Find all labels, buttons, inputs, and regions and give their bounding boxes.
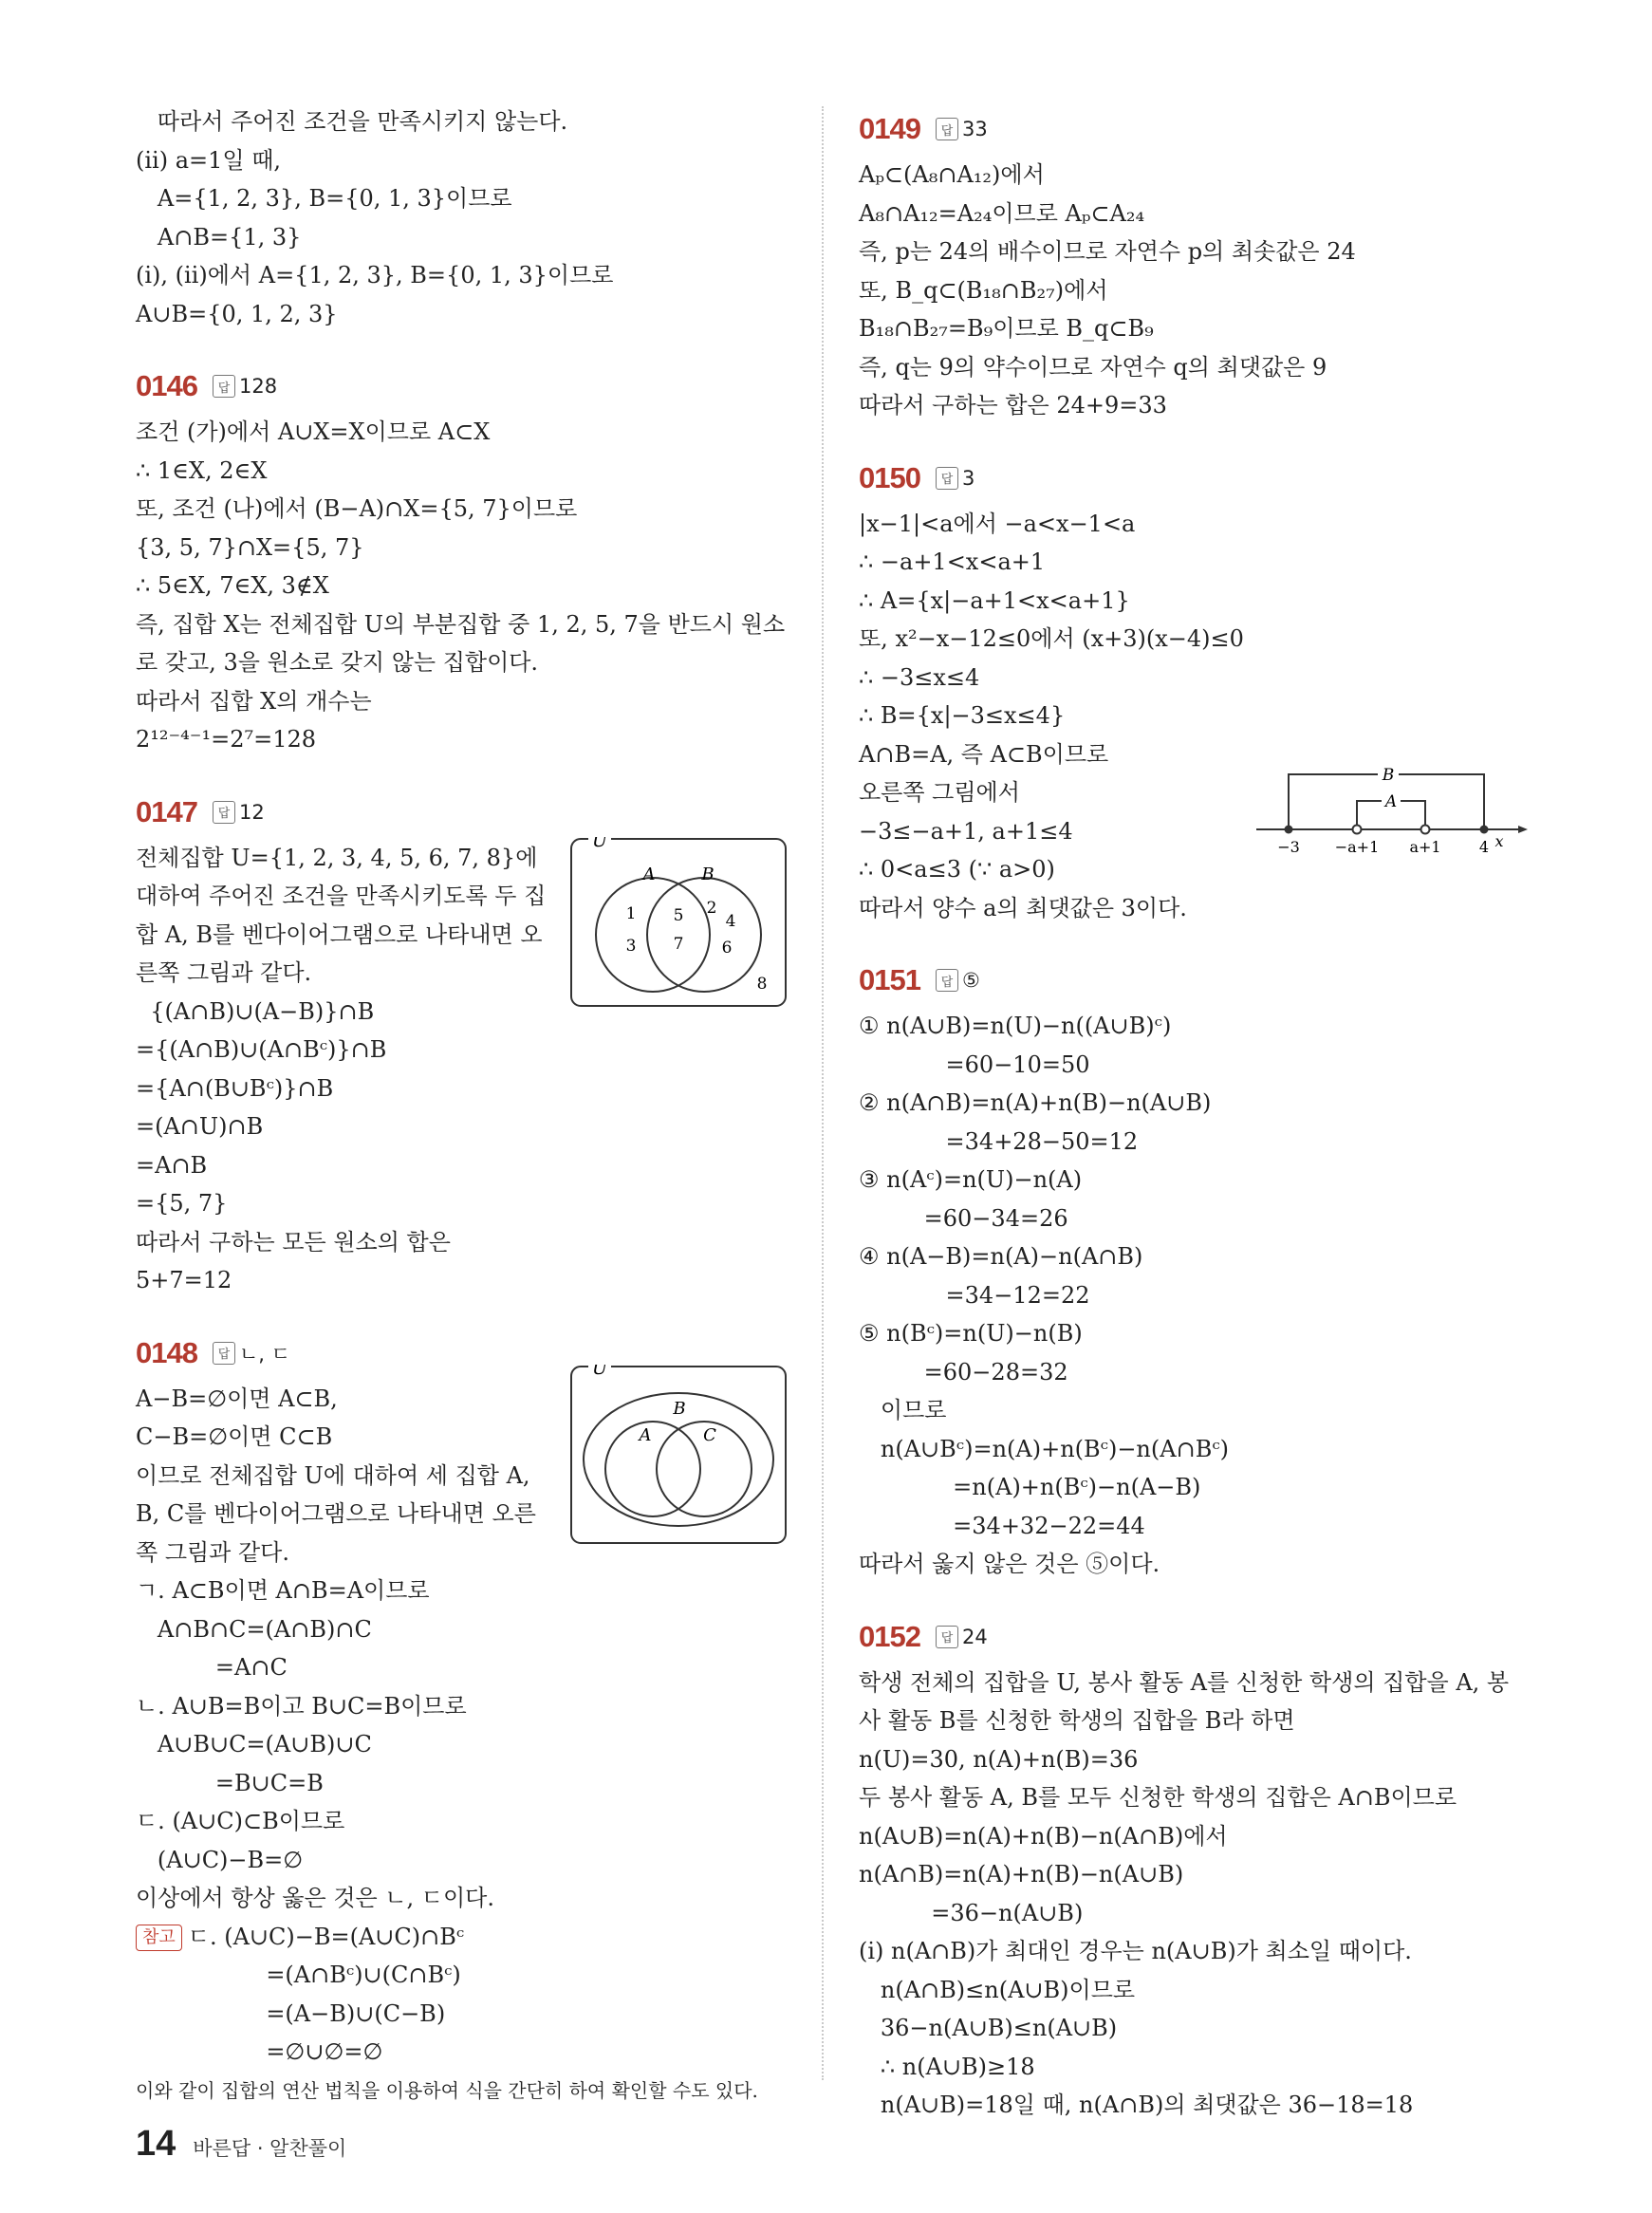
text-line: (ⅱ) a=1일 때, [136,146,282,174]
text-line: ={5, 7} [136,1190,228,1217]
problem-header [136,786,800,839]
text-line: 따라서 구하는 모든 원소의 합은 [136,1228,451,1255]
text-line: A∩B=A, 즉 A⊂B이므로 [859,740,1109,768]
text-line: =60−10=50 [859,1051,1090,1078]
note-badge: 참고 [136,1925,182,1951]
x-axis-arrow [1518,826,1528,833]
text-line: n(A∪Bᶜ)=n(A)+n(Bᶜ)−n(A∩Bᶜ) [859,1435,1229,1462]
tick-neg3: −3 [1277,838,1300,856]
text-line: =60−34=26 [859,1204,1068,1232]
number-line-0150 [1251,759,1535,867]
text-line: =n(A)+n(Bᶜ)−n(A−B) [859,1474,1201,1500]
text-line: 오른쪽 그림에서 [859,779,1020,806]
venn-diagram-0148 [569,1365,788,1549]
spacer [859,425,1523,452]
text-line: 또, B_q⊂(B₁₈∩B₂₇)에서 [859,276,1108,304]
text-line: =A∩C [136,1654,288,1681]
text-line: =36−n(A∪B) [859,1899,1084,1926]
text-line: ① n(A∪B)=n(U)−n((A∪B)ᶜ) [859,1013,1172,1039]
text-line: 이상에서 항상 옳은 것은 ㄴ, ㄷ이다. [136,1885,494,1911]
answer-badge: 답 [213,375,235,398]
problem-header [859,1610,1523,1664]
text-line: 따라서 집합 X의 개수는 [136,687,372,715]
tick-neg-a-plus-1: −a+1 [1334,838,1380,856]
column-divider [822,106,824,2080]
answer-badge: 답 [936,467,958,490]
text-line: ⑤ n(Bᶜ)=n(U)−n(B) [859,1320,1083,1347]
text-line: 2¹²⁻⁴⁻¹=2⁷=128 [136,726,317,753]
text-line: n(A∩B)=n(A)+n(B)−n(A∪B) [859,1861,1184,1888]
text-line: A∪B={0, 1, 2, 3} [136,300,338,327]
label-A: A [642,865,656,884]
text-line: ㄴ. A∪B=B이고 B∪C=B이므로 [136,1692,467,1720]
circle-A [596,878,710,992]
text-line: ㄷ. (A∪C)⊂B이므로 [136,1808,345,1834]
text-line: A₈∩A₁₂=A₂₄이므로 Aₚ⊂A₂₄ [859,199,1145,227]
text-line: 두 봉사 활동 A, B를 모두 신청한 학생의 집합은 A∩B이므로 [859,1784,1457,1811]
text-line: n(A∪B)=n(A)+n(B)−n(A∩B)에서 [859,1822,1228,1850]
text-line: ③ n(Aᶜ)=n(U)−n(A) [859,1166,1083,1193]
problem-header [136,360,800,413]
text-line: ㄱ. A⊂B이면 A∩B=A이므로 [136,1577,430,1604]
answer-value: ㄴ, ㄷ [238,1342,290,1366]
problem-number: 0151 [859,963,920,996]
text-line: 5+7=12 [136,1267,232,1293]
problem-number: 0149 [859,112,920,145]
text-line: ② n(A∩B)=n(A)+n(B)−n(A∪B) [859,1089,1212,1116]
text-line: 대하여 주어진 조건을 만족시키도록 두 집 [136,883,547,909]
text-line: =(A−B)∪(C−B) [136,1999,446,2027]
text-line: A∪B∪C=(A∪B)∪C [136,1731,372,1757]
text-line: (A∪C)−B=∅ [136,1846,304,1873]
text-line: Aₚ⊂(A₈∩A₁₂)에서 [859,161,1045,188]
answer-value: 33 [961,118,988,140]
text-line: 36−n(A∪B)≤n(A∪B) [859,2015,1118,2041]
problem-header [859,954,1523,1007]
elem-8: 8 [756,975,768,994]
book-title: 바른답 · 알찬풀이 [193,2137,347,2160]
answer-value: ⑤ [961,969,980,992]
text-line: {3, 5, 7}∩X={5, 7} [136,533,364,561]
label-A: A [1384,792,1398,811]
point-4 [1480,826,1489,834]
note-text: ㄷ. (A∪C)−B=(A∪C)∩Bᶜ [187,1923,465,1950]
label-C: C [703,1425,716,1445]
text-line: 사 활동 B를 신청한 학생의 집합을 B라 하면 [859,1707,1295,1734]
spacer [136,333,800,360]
label-B: B [1382,766,1395,785]
tick-4: 4 [1478,838,1490,856]
text-line: ∴ A={x|−a+1<x<a+1} [859,586,1130,614]
problem-number: 0148 [136,1335,197,1369]
answer-value: 12 [238,800,265,824]
text-line: 따라서 주어진 조건을 만족시키지 않는다. [136,108,568,135]
text-line: 학생 전체의 집합을 U, 봉사 활동 A를 신청한 학생의 집합을 A, 봉 [859,1668,1510,1696]
text-line: ∴ −a+1<x<a+1 [859,549,1046,575]
text-line: n(U)=30, n(A)+n(B)=36 [859,1745,1139,1773]
spacer [859,1584,1523,1610]
tick-a-plus-1: a+1 [1409,838,1441,856]
text-line: C−B=∅이면 C⊂B [136,1423,333,1450]
text-line: =(A∩Bᶜ)∪(C∩Bᶜ) [136,1962,461,1988]
label-B: B [673,1399,686,1419]
text-line: =(A∩U)∩B [136,1113,264,1140]
label-U: U [591,837,608,851]
text-line: ∴ 5∈X, 7∈X, 3∉X [136,572,329,599]
answer-value: 128 [238,375,278,398]
text-line: 전체집합 U={1, 2, 3, 4, 5, 6, 7, 8}에 [136,844,538,871]
text-line: |x−1|<a에서 −a<x−1<a [859,510,1136,537]
label-B: B [701,865,715,884]
circle-A [605,1422,700,1516]
point-a-plus-1 [1421,826,1430,834]
text-line: ={A∩(B∪Bᶜ)}∩B [136,1074,334,1102]
text-line: 따라서 양수 a의 최댓값은 3이다. [859,894,1187,921]
problem-number: 0152 [859,1619,920,1653]
answer-badge: 답 [936,1626,958,1648]
text-line: (ⅰ), (ⅱ)에서 A={1, 2, 3}, B={0, 1, 3}이므로 [136,262,614,288]
text-line: B₁₈∩B₂₇=B₉이므로 B_q⊂B₉ [859,315,1154,342]
text-line: (ⅰ) n(A∩B)가 최대인 경우는 n(A∪B)가 최소일 때이다. [859,1938,1412,1964]
text-line: 따라서 구하는 합은 24+9=33 [859,392,1167,418]
elem-6: 6 [721,939,733,958]
elem-4: 4 [725,912,736,931]
text-line: A∩B={1, 3} [136,223,302,251]
text-line: A−B=∅이면 A⊂B, [136,1385,338,1412]
answer-badge: 답 [936,118,958,140]
text-line: =A∩B [136,1151,208,1179]
spacer [136,759,800,786]
text-line: 조건 (가)에서 A∪X=X이므로 A⊂X [136,418,491,445]
answer-badge: 답 [213,1342,235,1365]
text-line: 쪽 그림과 같다. [136,1538,289,1566]
elem-3: 3 [625,937,637,956]
answer-value: 24 [961,1625,988,1648]
text-line: =B∪C=B [136,1769,324,1796]
text-line: ∴ −3≤x≤4 [859,663,980,691]
text-line: 따라서 옳지 않은 것은 ⑤이다. [859,1551,1160,1577]
text-line: =∅∪∅=∅ [136,2038,383,2065]
text-line: ∴ B={x|−3≤x≤4} [859,702,1066,729]
text-line: 로 갖고, 3을 원소로 갖지 않는 집합이다. [136,649,539,676]
text-line: {(A∩B)∪(A−B)}∩B [136,997,375,1025]
text-line: 즉, p는 24의 배수이므로 자연수 p의 최솟값은 24 [859,238,1356,265]
text-line: −3≤−a+1, a+1≤4 [859,817,1073,845]
answer-badge: 답 [936,969,958,992]
text-line: 또, x²−x−12≤0에서 (x+3)(x−4)≤0 [859,625,1244,652]
text-line: n(A∪B)=18일 때, n(A∩B)의 최댓값은 36−18=18 [859,2092,1414,2118]
text-line: 이므로 전체집합 U에 대하여 세 집합 A, [136,1461,530,1489]
text-line: 즉, q는 9의 약수이므로 자연수 q의 최댓값은 9 [859,353,1327,381]
text-line: 즉, 집합 X는 전체집합 U의 부분집합 중 1, 2, 5, 7을 반드시 원소 [136,610,786,638]
spacer [859,927,1523,954]
problem-header [859,102,1523,156]
text-line: =60−28=32 [859,1358,1068,1385]
venn-diagram-0147 [569,837,788,1012]
label-U: U [591,1365,608,1379]
text-line: 이므로 [859,1397,947,1423]
note-line [136,1918,800,1957]
elem-2: 2 [706,899,717,918]
text-line: ∴ 1∈X, 2∈X [136,456,268,484]
text-line: =34+32−22=44 [859,1512,1145,1539]
circle-B [647,878,761,992]
text-line: B, C를 벤다이어그램으로 나타내면 오른 [136,1500,536,1527]
problem-number: 0147 [136,794,197,828]
left-column [136,102,800,2110]
text-line: n(A∩B)≤n(A∪B)이므로 [859,1976,1136,2003]
text-line: A={1, 2, 3}, B={0, 1, 3}이므로 [136,185,512,212]
text-line: 또, 조건 (나)에서 (B−A)∩X={5, 7}이므로 [136,495,578,522]
text-line: =34−12=22 [859,1281,1090,1309]
axis-label-x: x [1494,832,1504,850]
answer-badge: 답 [213,801,235,824]
problem-header [859,452,1523,505]
answer-value: 3 [961,466,975,490]
label-A: A [639,1425,652,1445]
text-line: 합 A, B를 벤다이어그램으로 나타내면 오 [136,921,543,948]
elem-1: 1 [625,904,637,923]
problem-number: 0150 [859,460,920,494]
text-line: ④ n(A−B)=n(A)−n(A∩B) [859,1243,1143,1270]
right-column [859,102,1523,2125]
elem-5: 5 [673,906,684,925]
elem-7: 7 [673,935,684,954]
point-neg3 [1285,826,1293,834]
text-line: ={(A∩B)∪(A∩Bᶜ)}∩B [136,1036,387,1063]
page-number: 14 [136,2124,176,2164]
page-footer [136,2124,346,2165]
point-neg-a-plus-1 [1353,826,1362,834]
text-line: ∴ n(A∪B)≥18 [859,2053,1035,2080]
text-line: =34+28−50=12 [859,1127,1139,1155]
spacer [136,1300,800,1327]
text-line: A∩B∩C=(A∩B)∩C [136,1615,372,1643]
footnote-line: 이와 같이 집합의 연산 법칙을 이용하여 식을 간단히 하여 확인할 수도 있다. [136,2078,758,2102]
problem-number: 0146 [136,369,197,402]
text-line: ∴ 0<a≤3 (∵ a>0) [859,856,1055,883]
text-line: 른쪽 그림과 같다. [136,959,312,986]
